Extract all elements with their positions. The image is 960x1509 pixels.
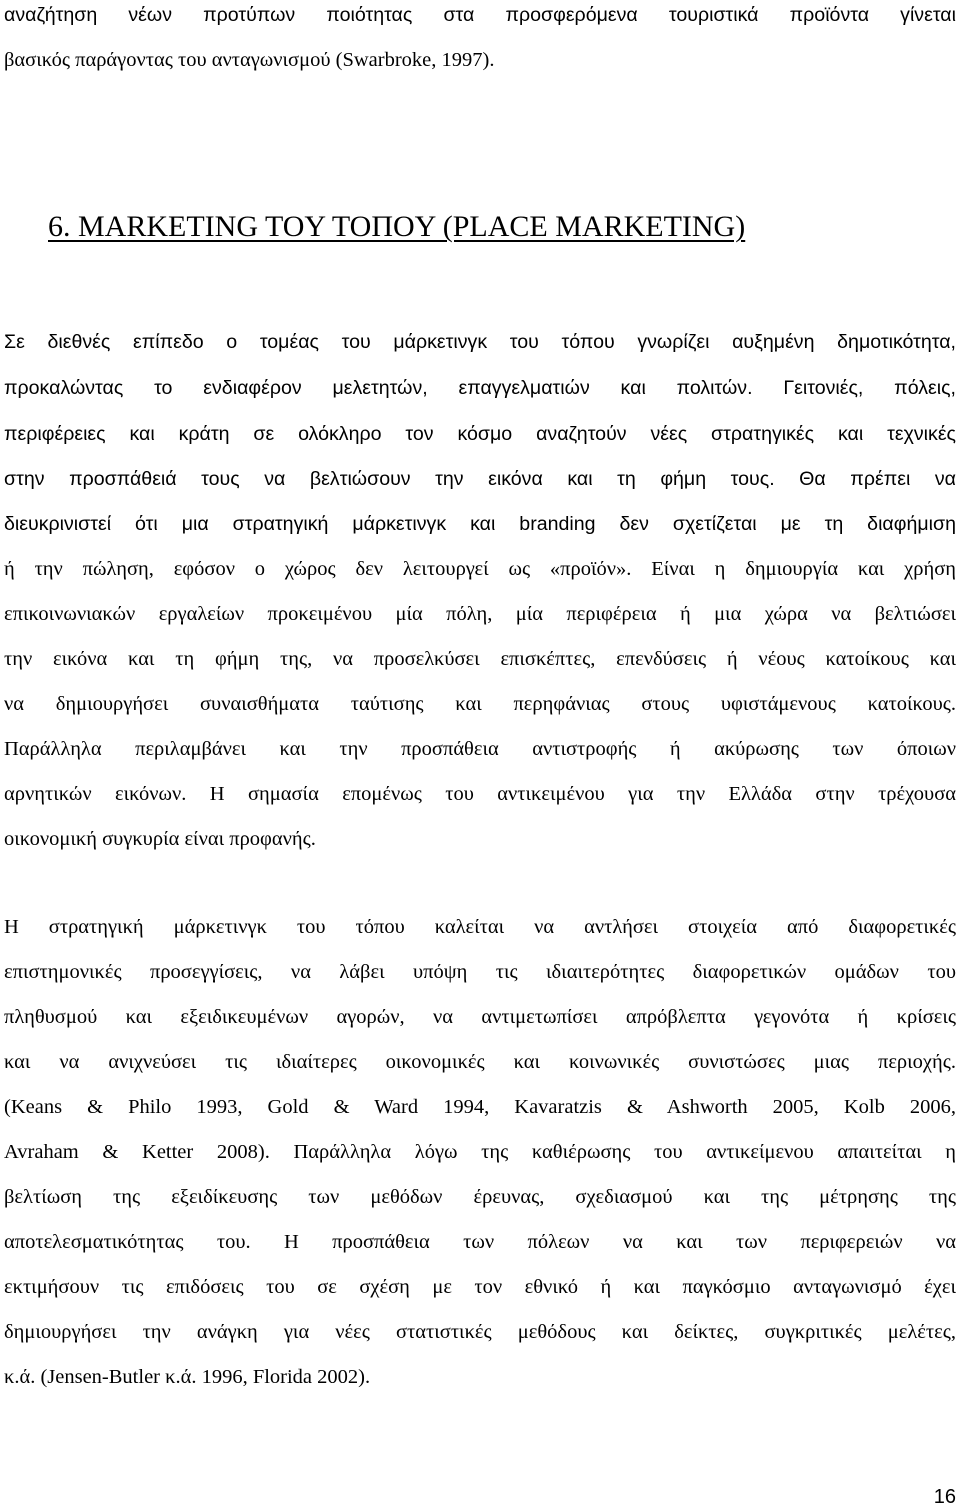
paragraph2-line-4: και να ανιχνεύσει τις ιδιαίτερες οικονομικές και κοινωνικές συνιστώσες μιας περιοχής.: [4, 1051, 956, 1073]
section-heading: 6. MARKETING TOY TOΠOY (PLACE MARKETING): [48, 210, 746, 243]
paragraph1-line-7: επικοινωνιακών εργαλείων προκειμένου μία πόλη, μία περιφέρεια ή μια χώρα να βελτιώσει: [4, 603, 956, 625]
paragraph2-line-2: επιστημονικές προσεγγίσεις, να λάβει υπόψη τις ιδιαιτερότητες διαφορετικών ομάδων του: [4, 961, 956, 983]
paragraph2-line-7: βελτίωση της εξειδίκευσης των μεθόδων έρευνας, σχεδιασμού και της μέτρησης της: [4, 1186, 956, 1208]
paragraph1-line-11: αρνητικών εικόνων. Η σημασία επομένως του αντικειμένου για την Ελλάδα στην τρέχουσα: [4, 783, 956, 805]
paragraph1-line-8: την εικόνα και τη φήμη της, να προσελκύσει επισκέπτες, επενδύσεις ή νέους κατοίκους και: [4, 648, 956, 670]
paragraph1-line-9: να δημιουργήσει συναισθήματα ταύτισης και περηφάνιας στους υφιστάμενους κατοίκους.: [4, 693, 956, 715]
intro-line-2: βασικός παράγοντας του ανταγωνισμού (Swarbroke, 1997).: [4, 49, 495, 71]
paragraph2-line-5: (Keans & Philo 1993, Gold & Ward 1994, Kavaratzis & Ashworth 2005, Kolb 2006,: [4, 1096, 956, 1118]
paragraph2-line-1: Η στρατηγική μάρκετινγκ του τόπου καλείται να αντλήσει στοιχεία από διαφορετικές: [4, 916, 956, 938]
paragraph2-line-10: δημιουργήσει την ανάγκη για νέες στατιστικές μεθόδους και δείκτες, συγκριτικές μελέτες,: [4, 1321, 956, 1343]
intro-line-1: αναζήτηση νέων προτύπων ποιότητας στα προσφερόμενα τουριστικά προϊόντα γίνεται: [4, 4, 956, 26]
paragraph2-line-11: κ.ά. (Jensen-Butler κ.ά. 1996, Florida 2002).: [4, 1366, 371, 1388]
paragraph1-line-1: Σε διεθνές επίπεδο ο τομέας του μάρκετινγκ του τόπου γνωρίζει αυξημένη δημοτικότητα,: [4, 331, 956, 353]
paragraph2-line-9: εκτιμήσουν τις επιδόσεις του σε σχέση με τον εθνικό ή και παγκόσμιο ανταγωνισμό έχει: [4, 1276, 956, 1298]
paragraph2-line-3: πληθυσμού και εξειδικευμένων αγορών, να αντιμετωπίσει απρόβλεπτα γεγονότα ή κρίσεις: [4, 1006, 956, 1028]
paragraph1-line-4: στην προσπάθειά τους να βελτιώσουν την εικόνα και τη φήμη τους. Θα πρέπει να: [4, 468, 956, 490]
paragraph1-line-6: ή την πώληση, εφόσον ο χώρος δεν λειτουργεί ως «προϊόν». Είναι η δημιουργία και χρήση: [4, 558, 956, 580]
paragraph1-line-3: περιφέρειες και κράτη σε ολόκληρο τον κόσμο αναζητούν νέες στρατηγικές και τεχνικές: [4, 423, 956, 445]
paragraph1-line-5: διευκρινιστεί ότι μια στρατηγική μάρκετινγκ και branding δεν σχετίζεται με τη διαφήμιση: [4, 513, 956, 535]
page-number: 16: [933, 1486, 956, 1508]
paragraph2-line-8: αποτελεσματικότητας του. Η προσπάθεια των πόλεων να και των περιφερειών να: [4, 1231, 956, 1253]
paragraph1-line-10: Παράλληλα περιλαμβάνει και την προσπάθεια αντιστροφής ή ακύρωσης των όποιων: [4, 738, 956, 760]
paragraph1-line-2: προκαλώντας το ενδιαφέρον μελετητών, επαγγελματιών και πολιτών. Γειτονιές, πόλεις,: [4, 377, 956, 399]
paragraph2-line-6: Avraham & Ketter 2008). Παράλληλα λόγω της καθιέρωσης του αντικείμενου απαιτείται η: [4, 1141, 956, 1163]
paragraph1-line-12: οικονομική συγκυρία είναι προφανής.: [4, 828, 316, 850]
